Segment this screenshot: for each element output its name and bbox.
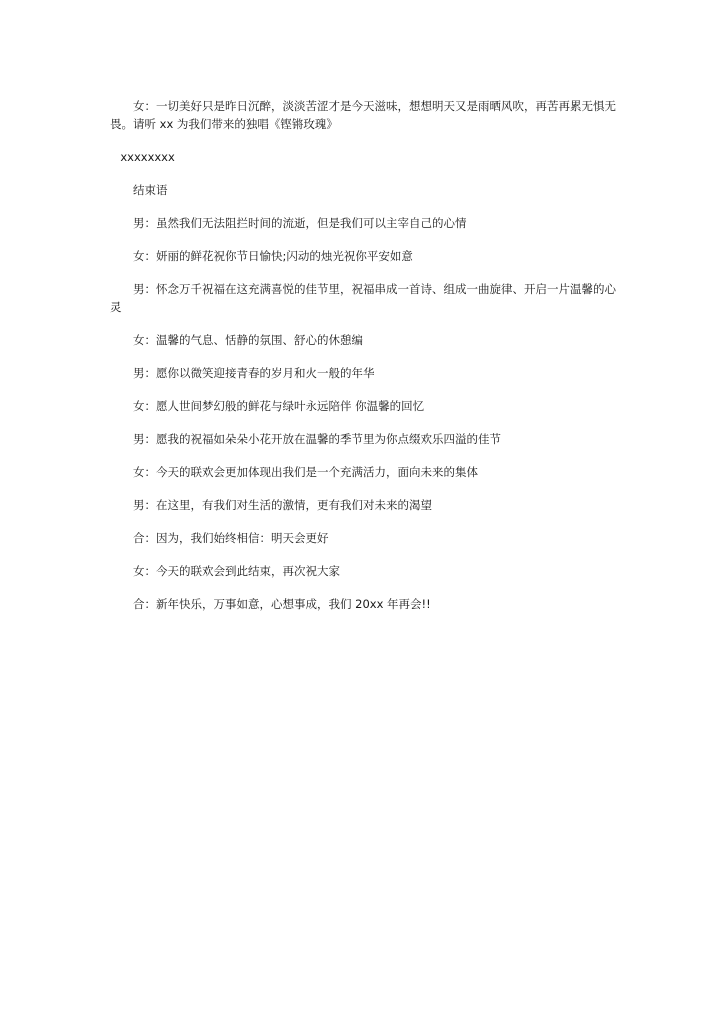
- paragraph-placeholder: xxxxxxxx: [120, 150, 175, 164]
- section-heading-closing: 结束语: [133, 183, 168, 197]
- paragraph-line: 男：怀念万千祝福在这充满喜悦的佳节里，祝福串成一首诗、组成一曲旋律、开启一片温馨的心灵: [110, 282, 616, 314]
- document-body: [110, 97, 618, 628]
- paragraph-line: 女：愿人世间梦幻般的鲜花与绿叶永远陪伴 你温馨的回忆: [133, 399, 425, 413]
- paragraph-line: 男：愿你以微笑迎接青春的岁月和火一般的年华: [133, 366, 375, 380]
- paragraph-line: 女：今天的联欢会到此结束，再次祝大家: [133, 564, 340, 578]
- paragraph-line: 女：今天的联欢会更加体现出我们是一个充满活力，面向未来的集体: [133, 465, 478, 479]
- paragraph-line-final: 合：新年快乐，万事如意，心想事成，我们 20xx 年再会!!: [133, 597, 431, 611]
- paragraph-line: 女：妍丽的鲜花祝你节日愉快;闪动的烛光祝你平安如意: [133, 249, 413, 263]
- paragraph-line: 男：愿我的祝福如朵朵小花开放在温馨的季节里为你点缀欢乐四溢的佳节: [133, 432, 501, 446]
- paragraph-line: 合：因为，我们始终相信：明天会更好: [133, 531, 329, 545]
- paragraph-line: 男：虽然我们无法阻拦时间的流逝，但是我们可以主宰自己的心情: [133, 216, 467, 230]
- paragraph-intro-song: 女：一切美好只是昨日沉醉，淡淡苦涩才是今天滋味，想想明天又是雨晒风吹，再苦再累无惧无畏。请听 xx 为我们带来的独唱《铿锵玫瑰》: [110, 99, 616, 131]
- paragraph-line: 女：温馨的气息、恬静的氛围、舒心的休憩编: [133, 333, 363, 347]
- paragraph-line: 男：在这里，有我们对生活的激情，更有我们对未来的渴望: [133, 498, 432, 512]
